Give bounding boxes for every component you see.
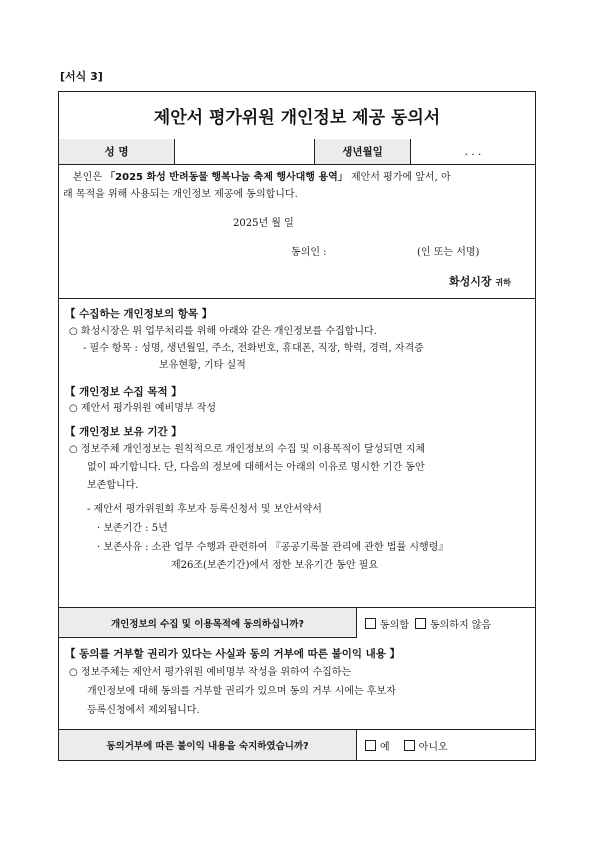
consent-line1: 본인은 「2025 화성 반려동물 행복나눔 축제 행사대행 용역」 제안서 평가에 앞서, 아 <box>73 172 451 183</box>
purpose-text1: ○ 제안서 평가위원 예비명부 작성 <box>69 403 217 414</box>
retention-text1: ○ 정보주체 개인정보는 원칙적으로 개인정보의 수집 및 이용목적이 달성되면 지체 <box>69 444 426 455</box>
yes-label: 예 <box>380 741 390 753</box>
items-text3: 보유현황, 기타 실적 <box>159 360 246 371</box>
question1-options <box>357 608 535 638</box>
retention-text4: - 제안서 평가위원회 후보자 등록신청서 및 보안서약서 <box>87 504 322 515</box>
name-field[interactable] <box>175 139 315 164</box>
name-label: 성 명 <box>59 139 175 164</box>
consent-date: 2025년 월 일 <box>233 218 294 229</box>
retention-heading: 【 개인정보 보유 기간 】 <box>65 426 182 438</box>
agree-checkbox[interactable] <box>365 618 376 629</box>
disagree-checkbox[interactable] <box>415 618 426 629</box>
birth-label: 생년월일 <box>315 139 411 164</box>
name-birth-row <box>59 139 535 165</box>
addressee: 화성시장 귀하 <box>449 275 511 288</box>
refusal-text2: 개인정보에 대해 동의를 거부할 권리가 있으며 동의 거부 시에는 후보자 <box>87 686 396 697</box>
retention-text2: 없이 파기합니다. 단, 다음의 정보에 대해서는 아래의 이유로 명시한 기간 동안 <box>87 462 425 473</box>
signature-label: (인 또는 서명) <box>417 247 480 258</box>
question2-options <box>357 730 535 760</box>
refusal-section <box>59 638 535 730</box>
form-title: 제안서 평가위원 개인정보 제공 동의서 <box>59 92 535 140</box>
question2-row <box>59 730 535 760</box>
consent-form <box>58 91 536 761</box>
agree-label: 동의함 <box>380 619 409 631</box>
agreer-label: 동의인 : <box>291 247 327 258</box>
refusal-heading: 【 동의를 거부할 권리가 있다는 사실과 동의 거부에 따른 불이익 내용 】 <box>65 648 401 660</box>
form-label: [서식 3] <box>60 70 103 83</box>
no-label: 아니오 <box>418 741 448 753</box>
question1-text: 개인정보의 수집 및 이용목적에 동의하십니까? <box>59 608 357 638</box>
project-name: 「2025 화성 반려동물 행복나눔 축제 행사대행 용역」 <box>105 172 348 183</box>
items-text2: - 필수 항목 : 성명, 생년월일, 주소, 전화번호, 휴대폰, 직장, 학력, 경력, 자격증 <box>83 343 424 354</box>
disagree-label: 동의하지 않음 <box>429 619 492 631</box>
consent-statement <box>59 164 535 299</box>
retention-text7: 제26조(보존기간)에서 정한 보유기간 동안 필요 <box>171 560 379 571</box>
question2-text: 동의거부에 따른 불이익 내용을 숙지하였습니까? <box>59 730 357 760</box>
retention-text5: · 보존기간 : 5년 <box>97 523 168 534</box>
retention-text3: 보존합니다. <box>87 480 139 491</box>
question1-row <box>59 608 535 638</box>
retention-text6: · 보존사유 : 소관 업무 수행과 관련하여 『공공기록물 관리에 관한 법률 시행령』 <box>97 542 449 553</box>
no-checkbox[interactable] <box>404 740 415 751</box>
consent-line2: 래 목적을 위해 사용되는 개인정보 제공에 동의합니다. <box>63 189 298 200</box>
purpose-heading: 【 개인정보 수집 목적 】 <box>65 386 182 398</box>
items-text1: ○ 화성시장은 위 업무처리를 위해 아래와 같은 개인정보를 수집합니다. <box>69 326 377 337</box>
refusal-text3: 등록신청에서 제외됩니다. <box>87 705 200 716</box>
birth-field[interactable]: . . . <box>411 139 535 164</box>
info-sections <box>59 298 535 608</box>
yes-checkbox[interactable] <box>365 740 376 751</box>
items-heading: 【 수집하는 개인정보의 항목 】 <box>65 308 213 320</box>
refusal-text1: ○ 정보주체는 제안서 평가위원 예비명부 작성을 위하여 수집하는 <box>69 667 352 678</box>
